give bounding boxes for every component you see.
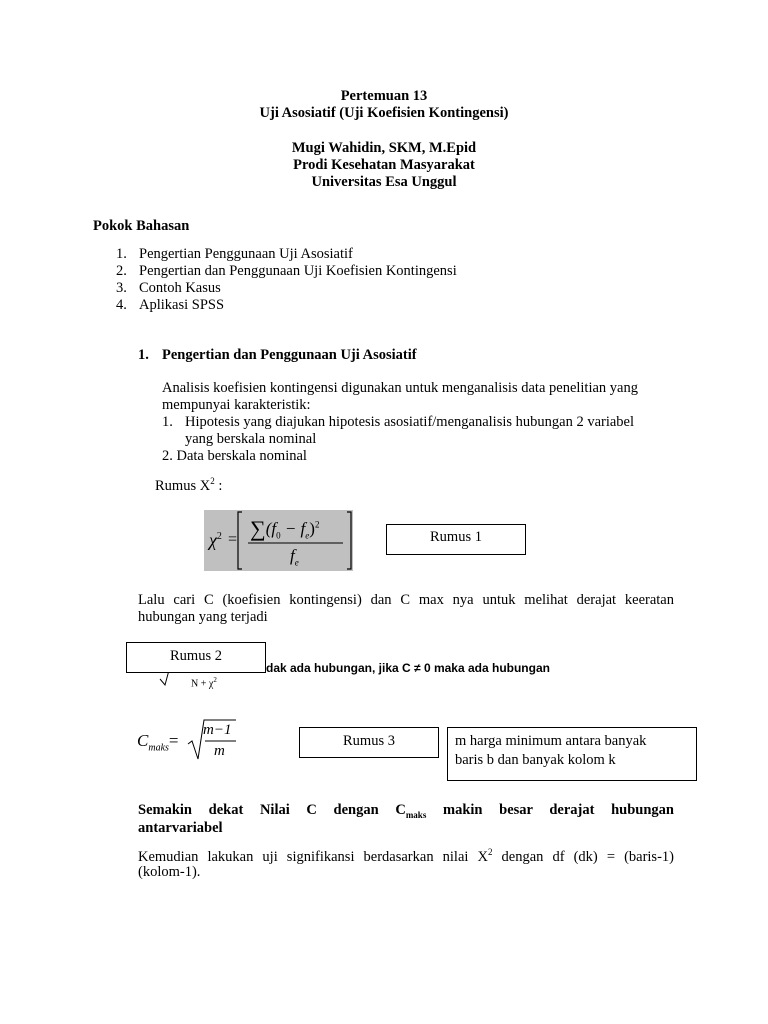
section-number: 1.	[138, 347, 149, 363]
significance-line-1	[138, 847, 674, 866]
sub-e: e	[305, 530, 310, 541]
rumus-2-box	[126, 642, 266, 673]
criteria-item-2: 2. Data berskala nominal	[162, 448, 307, 464]
denominator-superscript: 2	[213, 676, 217, 684]
criteria-number-1: 1.	[162, 414, 173, 430]
c-letter: C	[137, 731, 149, 750]
intro-line-2: mempunyai karakteristik:	[162, 397, 311, 413]
rumus-colon: :	[214, 477, 223, 494]
rumus-label	[155, 476, 222, 495]
minus-fe: − f	[280, 519, 306, 538]
list-item	[116, 246, 353, 263]
denominator-sub-e: e	[294, 557, 299, 568]
formula-3-numerator: m−1	[203, 722, 232, 738]
c-max-symbol	[137, 731, 179, 753]
rumus-3-note-box	[447, 727, 697, 781]
conclusion-line-1	[138, 802, 674, 820]
lalu-line-1: Lalu cari C (koefisien kontingensi) dan C max nya untuk melihat derajat keeratan	[138, 592, 674, 608]
list-item-text: Contoh Kasus	[139, 280, 221, 296]
section-heading: Pengertian dan Penggunaan Uji Asosiatif	[162, 347, 417, 363]
lalu-line-2: hubungan yang terjadi	[138, 609, 268, 625]
formula-2-note: dak ada hubungan, jika C ≠ 0 maka ada hubungan	[266, 661, 550, 675]
topics-heading: Pokok Bahasan	[93, 218, 190, 234]
denominator-f: f	[290, 546, 295, 565]
list-item-number: 3.	[116, 280, 127, 296]
document-title: Uji Asosiatif (Uji Koefisien Kontingensi)	[259, 105, 509, 121]
meeting-title: Pertemuan 13	[340, 88, 428, 104]
conclusion-text-a: Semakin dekat Nilai C dengan C	[138, 802, 406, 818]
chi-symbol	[209, 530, 222, 551]
list-item	[116, 280, 221, 297]
conclusion-line-2: antarvariabel	[138, 820, 223, 836]
significance-superscript: 2	[487, 847, 493, 857]
denominator	[290, 546, 299, 567]
c-subscript: maks	[148, 742, 169, 754]
significance-text-b: dengan df (dk) = (baris-1)	[492, 848, 674, 865]
rumus-superscript: 2	[210, 476, 215, 486]
list-item-text: Pengertian Penggunaan Uji Asosiatif	[139, 246, 353, 262]
rumus-1-box	[386, 524, 526, 555]
rumus-2-label: Rumus 2	[170, 648, 222, 664]
program: Prodi Kesehatan Masyarakat	[293, 157, 475, 173]
numerator	[250, 516, 319, 542]
rumus-3-label: Rumus 3	[343, 733, 395, 749]
significance-line-2: (kolom-1).	[138, 864, 201, 880]
list-item	[116, 263, 457, 280]
close-paren: )	[309, 519, 315, 538]
equals-sign: =	[228, 531, 238, 548]
criteria-item-1: Hipotesis yang diajukan hipotesis asosiatif/menganalisis hubungan 2 variabel	[185, 414, 635, 430]
list-item-number: 1.	[116, 246, 127, 262]
rumus-3-box	[299, 727, 439, 758]
note-line-2: baris b dan banyak kolom k	[455, 752, 616, 768]
f-zero: (f	[265, 519, 277, 538]
intro-line-1: Analisis koefisien kontingensi digunakan untuk menganalisis data penelitian yang	[162, 380, 638, 396]
chi-letter: χ	[209, 530, 217, 550]
note-line-1: m harga minimum antara banyak	[455, 733, 647, 749]
university: Universitas Esa Unggul	[311, 174, 457, 190]
sub-zero: 0	[276, 530, 281, 541]
denominator-text: N + χ	[191, 678, 214, 690]
criteria-item-1-cont: yang berskala nominal	[185, 431, 317, 447]
list-item	[116, 297, 225, 314]
conclusion-text-b: makin besar derajat hubungan	[426, 802, 674, 818]
significance-text-a: Kemudian lakukan uji signifikansi berdasarkan nilai X	[138, 848, 488, 865]
list-item-number: 4.	[116, 297, 127, 313]
list-item-text: Aplikasi SPSS	[139, 297, 225, 313]
rumus-text: Rumus X	[155, 477, 211, 494]
formula-2-denominator	[191, 676, 217, 689]
c-equals: =	[168, 731, 179, 750]
sigma-symbol: ∑	[250, 516, 266, 541]
list-item-number: 2.	[116, 263, 127, 279]
formula-3-denominator: m	[214, 743, 225, 759]
numerator-superscript: 2	[314, 519, 320, 530]
chi-superscript: 2	[216, 531, 222, 542]
conclusion-subscript: maks	[405, 809, 427, 820]
rumus-1-label: Rumus 1	[430, 529, 482, 545]
author: Mugi Wahidin, SKM, M.Epid	[291, 140, 477, 156]
list-item-text: Pengertian dan Penggunaan Uji Koefisien Kontingensi	[139, 263, 457, 279]
chi-square-formula	[204, 510, 353, 571]
